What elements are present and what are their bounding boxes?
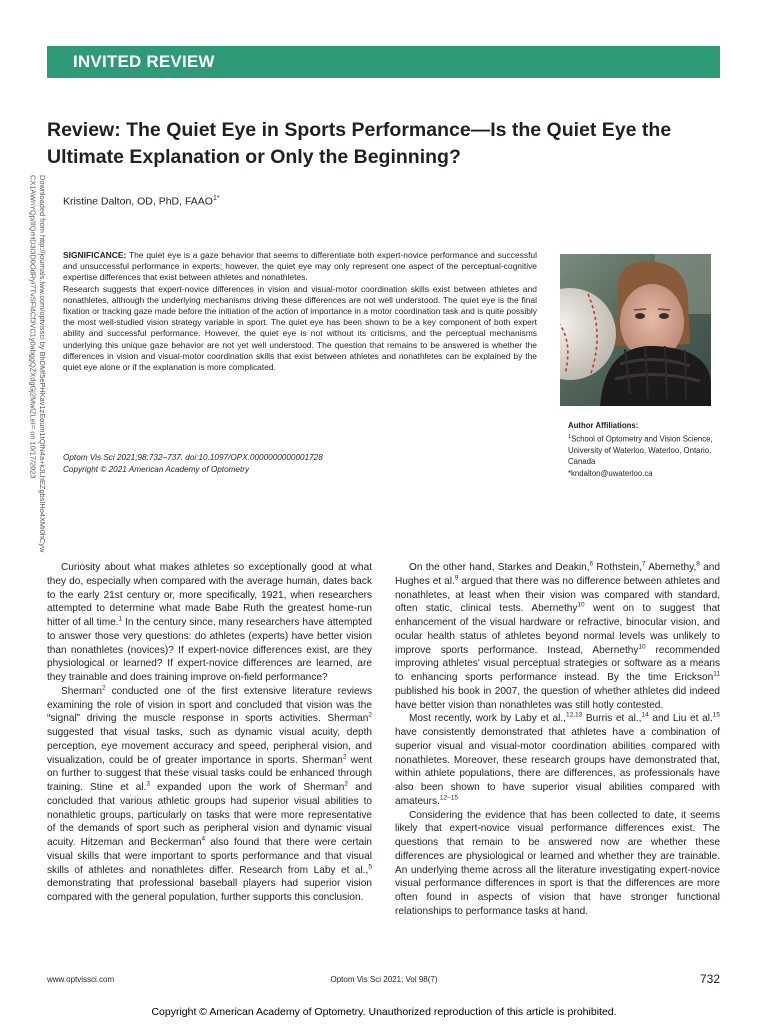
body-column-right — [395, 561, 720, 919]
download-watermark — [28, 175, 47, 552]
article-title: Review: The Quiet Eye in Sports Performance—Is the Quiet Eye the Ultimate Explanation or Only the Beginning? — [47, 119, 672, 168]
citation-line: Optom Vis Sci 2021;98:732–737. doi:10.1097/OPX.0000000000001728 — [63, 453, 323, 462]
affiliations-heading: Author Affiliations: — [568, 421, 639, 430]
author-photo-image — [560, 254, 711, 406]
significance-text-2: Research suggests that expert-novice differences in vision and visual-motor coordination skills exist between athletes and nonathletes, although the underlying mechanisms driving these differences are not well understood. The quiet eye is the final fixation or tracking gaze made before the initiation of the action of importance in a motor coordination task and is quite possibly the most well-studied vision strategy variable in sport. The quiet eye has been shown to be a key component of both expert ability and successful performance. However, the quiet eye is not without its criticisms, and the perceptual mechanisms underlying this unique gaze behavior are not yet well understood. The question that remains to be answered is whether the differences in vision and visual-motor coordination skills that exist between athletes and nonathletes can be explained by the quiet eye alone or if the explanation is more complicated. — [63, 283, 537, 373]
author-marks: 1* — [212, 195, 220, 202]
journal-issue: Optom Vis Sci 2021; Vol 98(7) — [330, 975, 438, 984]
paragraph: Considering the evidence that has been collected to date, it seems likely that expert-novice visual performance differences exist. The questions that remain to be answered now are whether these differences are physiological or learned and whether they are trainable. An underlying theme across all the literature investigating expert-novice visual performance differences in sport is that the differences are more often found in aspects of vision that have stronger functional relationships to performance tasks at hand. — [395, 809, 720, 917]
copyright-line: Copyright © 2021 American Academy of Optometry — [63, 464, 250, 474]
author-email: *kndalton@uwaterloo.ca — [568, 468, 653, 478]
author-photo — [560, 254, 711, 406]
paragraph: Sherman$^2$ conducted one of the first extensive literature reviews examining the role of vision in sport and concluded that vision was the “signal” driving the muscle response in sports activities. Sherman$^2$ suggested that visual tasks, such as dynamic visual acuity, depth perception, eye movement accuracy and speed, peripheral vision, and visualization, could be of greater importance in sports. Sherman$^2$ went on further to suggest that these visual tasks could be enhanced through training. Stine et al.$^3$ expanded upon the work of Sherman$^2$ and concluded that various athletic groups had superior visual abilities to nonathletic groups, particularly on tasks that were more representative of the demands of sport such as peripheral vision and dynamic visual acuity. Hitzeman and Beckerman$^4$ also found that there were certain visual skills that were important to sports performance and that visual skills of athletes and nonathletes differ. Research from Laby et al.,$^5$ demonstrating that professional baseball players had superior vision compared with the general population, further supports this conclusion. — [47, 684, 372, 903]
paragraph: Curiosity about what makes athletes so exceptionally good at what they do, especially when compared with the average human, dates back to the early 21st century or, more specifically, 1921, when researchers attempted to determine what made Babe Ruth the greatest home-run hitter of all time.$^1$ In the century since, many researchers have attempted to answer those very questions: do athletes (experts) have better vision than nonathletes (novices)? If expert-novice differences exist, are they physiological or learned? If expert-novice differences are learned, are they trainable and does training improve on-field performance? — [47, 562, 373, 683]
journal-url[interactable]: www.optvissci.com — [47, 975, 115, 984]
download-watermark-line-2: CX1AWnYQp/IlQrHD3i3D0OdRyi7TvSFl4Cf3VC1y0abggQZXdgGj2MwlZLeI= on 10/17/2023 — [28, 175, 38, 479]
significance-label: SIGNIFICANCE: — [63, 250, 127, 260]
citation-block — [63, 452, 323, 475]
affiliation-mark: 1 — [568, 433, 572, 440]
copyright-notice: Copyright © American Academy of Optometry. Unauthorized reproduction of this article is prohibited. — [151, 1006, 617, 1018]
page-number: 732 — [699, 972, 720, 986]
significance-box — [63, 250, 537, 373]
author-affiliations — [568, 420, 718, 479]
section-banner: INVITED REVIEW — [47, 46, 720, 78]
affiliation-text: School of Optometry and Vision Science, University of Waterloo, Waterloo, Ontario, Canada — [568, 434, 713, 467]
author-line — [63, 195, 220, 208]
body-column-left — [47, 561, 372, 905]
download-watermark-line-1: Downloaded from http://journals.lww.com/optvissci by BhDMf5ePHKav1zEoum1tQfN4a+kJLhEZgbsIHo4XMi0hCyw — [38, 175, 47, 553]
author-name: Kristine Dalton, OD, PhD, FAAO — [63, 195, 213, 208]
paragraph: Most recently, work by Laby et al.,$^{12,13}$ Burris et al.,$^{14}$ and Liu et al.$^{15}$ have consistently demonstrated that athletes have a combination of superior visual and visual-motor coordination abilities compared with nonathletes. Moreover, these research groups have demonstrated that, within athlete populations, there are differences, as professionals have also been shown to have superior visual abilities compared with amateurs.$^{12-15}$ — [395, 711, 721, 807]
paragraph: On the other hand, Starkes and Deakin,$^6$ Rothstein,$^7$ Abernethy,$^8$ and Hughes et al.$^9$ argued that there was no difference between athletes and nonathletes, at least when their vision was compared with standard, often static, clinical tests. Abernethy$^{10}$ went on to suggest that enhancement of the visual hardware or refractive, binocular vision, and ocular health status of athletes beyond normal levels was unlikely to improve sports performance. Instead, Abernethy$^{10}$ recommended improving athletes' visual perceptual strategies or software as a means to enhancing sports performance instead. By the time Erickson$^{11}$ published his book in 2007, the question of whether athletes did indeed have better vision than nonathletes was still hotly contested. — [395, 560, 720, 711]
significance-text-1: The quiet eye is a gaze behavior that seems to differentiate both expert-novice performance and successful and unsuccessful performance in experts; however, the quiet eye may only represent one aspect of the perceptual-cognitive expertise differences that exist between athletes and nonathletes. — [63, 250, 537, 283]
